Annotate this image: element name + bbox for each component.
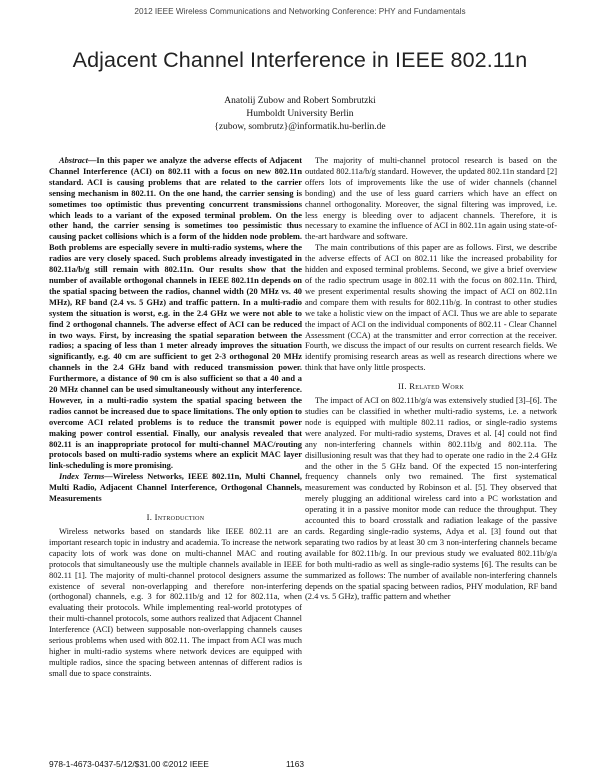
index-terms-label: Index Terms [59, 471, 105, 482]
author-names: Anatolij Zubow and Robert Sombrutzki [224, 96, 376, 106]
author-email: {zubow, sombrutz}@informatik.hu-berlin.de [214, 122, 386, 132]
footer-copyright: 978-1-4673-0437-5/12/$31.00 ©2012 IEEE [49, 759, 209, 769]
intro-paragraph-1: Wireless networks based on standards like IEEE 802.11 are an important research topic in industry and academia. To increase the network capacity lots of work was done on multi-channel MAC and routing protocols that simultaneously use the multiple channels available in IEEE 802.11 [1]. The majority of multi-channel protocol designers assume the existence of several non-overlapping and therefore non-interfering (orthogonal) channels, e.g. 3 for 802.11b/g and 12 for 802.11a, when evaluating their protocols. While implementing real-world prototypes of their multi-channel protocols, some authors realized that Adjacent Channel Interference (ACI) between supposable non-overlapping channels causes serious problems when used with 802.11. The impact from ACI was much higher in multi-radio systems where network devices are equipped with multiple radios, since the spacing between antennas of different radios is small due to space constraints. [49, 526, 302, 678]
intro-paragraph-2: The majority of multi-channel protocol research is based on the outdated 802.11a/b/g standard. However, the updated 802.11n standard [2] offers lots of improvements like the use of wider channels (channel bonding) and the use of less guard carriers which have an effect on channel orthogonality. Moreover, the signal filtering was improved, i.e. less energy is bleeding over to adjacent channels. Therefore, it is necessary to examine the influence of ACI in 802.11n again using state-of-the-art hardware and software. [305, 155, 557, 242]
left-column [49, 155, 302, 679]
section-heading-related-work: II. Related Work [398, 381, 464, 392]
abstract-label: Abstract [59, 155, 88, 165]
page-number: 1163 [286, 759, 305, 769]
running-header: 2012 IEEE Wireless Communications and Networking Conference: PHY and Fundamentals [134, 7, 466, 16]
abstract [49, 155, 302, 471]
paper-title: Adjacent Channel Interference in IEEE 802.11n [72, 48, 528, 72]
right-column [305, 155, 557, 602]
index-terms [49, 471, 302, 504]
abstract-text: —In this paper we analyze the adverse effects of Adjacent Channel Interference (ACI) on 802.11 with a focus on new 802.11n standard. ACI is causing problems that are related to the carrier sensing mechanism in 802.11. On the one hand, the carrier sensing is sometimes too optimistic thus preventing concurrent transmissions which leads to a variant of the exposed terminal problem. On the other hand, the carrier sensing is sometimes too pessimistic thus causing packet collisions which is a form of the hidden node problem. Both problems are especially severe in multi-radio systems, where the radios are very closely spaced. Such problems already investigated in 802.11a/b/g still remain with 802.11n. Our results show that the number of available orthogonal channels in IEEE 802.11n depends on the spatial spacing between the radios, channel width (20 MHz vs. 40 MHz), RF band (2.4 vs. 5 GHz) and traffic pattern. In a multi-radio system the situation is worst, e.g. in the 2.4 GHz we were not able to find 2 orthogonal channels. The adverse effect of ACI can be reduced in two ways. First, by increasing the spatial separation between the radios; a spacing of less than 1 meter already improves the situation significantly, e.g. 40 cm are sufficient to get 2-3 orthogonal 20 MHz channels in the 2.4 GHz band with reduced transmission power. Furthermore, a distance of 90 cm is also sufficient so that a 40 and a 20 MHz channel can be used simultaneously without any interference. However, in a multi-radio system the spatial spacing between the radios cannot be increased due to space limitations. The only option to overcome ACI related problems is to reduce the transmit power making power control essential. Finally, our analysis revealed that 802.11 is an inappropriate protocol for multi-channel MAC/routing protocols based on multi-radio systems where an explicit MAC layer link-scheduling is more promising. [49, 155, 302, 471]
section-heading-introduction: I. Introduction [146, 512, 205, 522]
intro-paragraph-3: The main contributions of this paper are as follows. First, we describe the adverse effects of ACI on 802.11 like the increased probability for hidden and exposed terminal problems. Second, we give a brief overview of the radio spectrum usage in 802.11 with the focus on 802.11n. Third, we present experimental results showing the impact of ACI on 802.11n and compare them with results for 802.11b/g. In contrast to other studies we take a holistic view on the impact of ACI. Thus we are able to separate the impact of ACI on the individual components of 802.11 - Clear Channel Assessment (CCA) at the transmitter and error correction at the receiver. Fourth, we discuss the impact of our results on current research fields. We identify promising research areas as well as research directions where we think that have only little prospects. [305, 242, 557, 373]
related-paragraph-1: The impact of ACI on 802.11b/g/a was extensively studied [3]–[6]. The studies can be classified in whether multi-radio systems, i.e. a network node is equipped with multiple 802.11 radios, or single-radio systems were analyzed. For multi-radio systems, Draves et al. [4] could not find any non-interfering channels within 802.11b/g and 802.11a. The disillusioning result was that they had to operate one radio in the 2.4 GHz and the other in the 5 GHz band. Of the expected 15 non-interfering frequency channels only two remained. The first systematical measurement was conducted by Robinson et al. [5]. They observed that merely plugging an additional wireless card into a PC workstation and operating it in a passive monitor mode can reduce the throughput. They accounted this to board crosstalk and radiation leakage of the passive cards. Regarding single-radio systems, Adya et al. [3] found out that separating two radios by at least 30 cm 3 non-interfering channels became available for 802.11b/g. In our previous study we evaluated 802.11b/g/a for both multi-radio as well as single-radio systems [6]. The results can be summarized as follows: The number of available non-interfering channels depends on the spatial spacing between radios, PHY modulation, RF band (2.4 vs. 5 GHz), traffic pattern and whether [305, 395, 557, 602]
author-block [0, 95, 600, 134]
index-terms-text: —Wireless Networks, IEEE 802.11n, Multi Channel, Multi Radio, Adjacent Channel Interference, Orthogonal Channels, Measurements [49, 471, 302, 504]
author-affiliation: Humboldt University Berlin [246, 109, 354, 119]
